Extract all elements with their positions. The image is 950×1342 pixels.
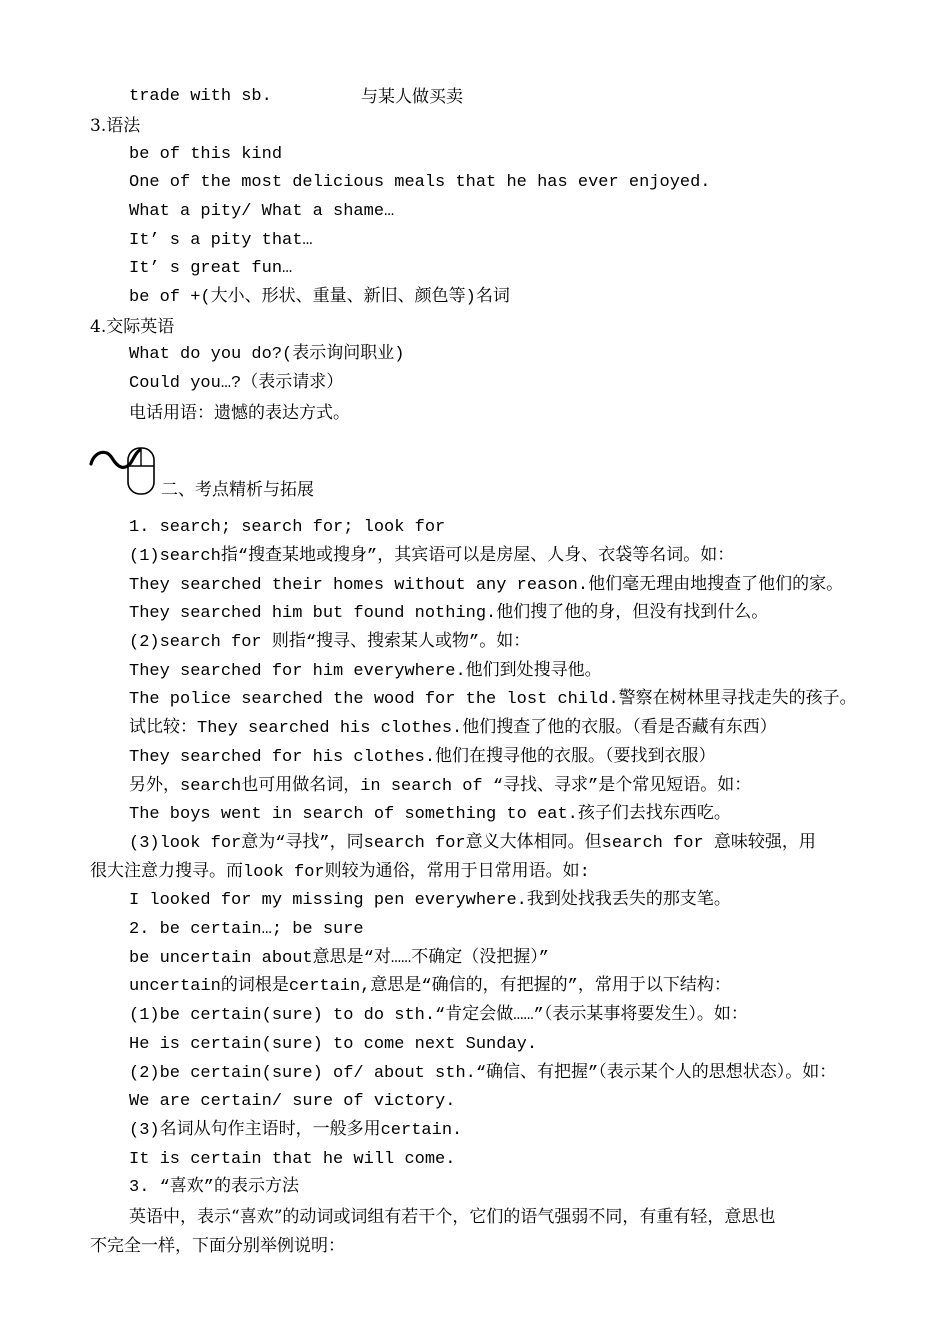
vocab-phrase: trade with sb.: [129, 87, 272, 106]
body-line: They searched for his clothes.他们在搜寻他的衣服。（要找到衣服）: [129, 748, 716, 767]
body-line: (3)look for意为“寻找”，同search for意义大体相同。但search for 意味较强，用: [129, 834, 816, 853]
communication-item: What do you do?(表示询问职业): [129, 345, 405, 364]
grammar-item: What a pity/ What a shame…: [129, 202, 395, 221]
body-line: 2. be certain…; be sure: [129, 920, 364, 939]
body-line: 1. search; search for; look for: [129, 518, 446, 537]
body-line: (2)be certain(sure) of/ about sth.“确信、有把握”（表示某个人的思想状态）。如：: [129, 1064, 837, 1083]
body-line: They searched for him everywhere.他们到处搜寻他。: [129, 662, 602, 681]
communication-item: 电话用语：遗憾的表达方式。: [129, 403, 350, 423]
body-line: 试比较：They searched his clothes.他们搜查了他的衣服。（看是否藏有东西）: [129, 719, 777, 738]
body-line: The boys went in search of something to eat.孩子们去找东西吃。: [129, 805, 731, 824]
communication-item: Could you…?（表示请求）: [129, 374, 344, 393]
grammar-item: be of +(大小、形状、重量、新旧、颜色等)名词: [129, 288, 510, 307]
body-line: They searched him but found nothing.他们搜了他的身，但没有找到什么。: [129, 604, 769, 623]
communication-heading: 4.交际英语: [90, 317, 175, 337]
grammar-heading: 3.语法: [90, 116, 141, 136]
body-line: The police searched the wood for the lost child.警察在树林里寻找走失的孩子。: [129, 690, 857, 709]
body-line: (3)名词从句作主语时，一般多用certain.: [129, 1121, 463, 1140]
body-line: (2)search for 则指“搜寻、搜索某人或物”。如：: [129, 633, 531, 652]
grammar-item: be of this kind: [129, 145, 283, 164]
body-line: I looked for my missing pen everywhere.我到处找我丢失的那支笔。: [129, 891, 731, 910]
body-line: (1)search指“搜查某地或搜身”，其宾语可以是房屋、人身、衣袋等名词。如：: [129, 547, 735, 566]
body-line: 3. “喜欢”的表示方法: [129, 1178, 300, 1197]
body-line: be uncertain about意思是“对……不确定（没把握）”: [129, 949, 549, 968]
body-line: 很大注意力搜寻。而look for则较为通俗，常用于日常用语。如:: [90, 863, 590, 882]
body-line: We are certain/ sure of victory.: [129, 1092, 456, 1111]
section-title: 二、考点精析与拓展: [161, 480, 314, 500]
mouse-icon: [88, 432, 162, 498]
grammar-item: It’ s great fun…: [129, 259, 293, 278]
body-line: uncertain的词根是certain,意思是“确信的，有把握的”，常用于以下结构：: [129, 977, 731, 996]
body-line: It is certain that he will come.: [129, 1150, 456, 1169]
grammar-item: It’ s a pity that…: [129, 231, 313, 250]
body-line: 另外，search也可用做名词，in search of “寻找、寻求”是个常见短语。如：: [129, 777, 752, 796]
vocab-meaning: 与某人做买卖: [361, 87, 463, 107]
body-line: 不完全一样，下面分别举例说明：: [90, 1236, 345, 1256]
grammar-item: One of the most delicious meals that he has ever enjoyed.: [129, 173, 711, 192]
body-line: (1)be certain(sure) to do sth.“肯定会做……”（表示某事将要发生）。如：: [129, 1006, 748, 1025]
body-line: He is certain(sure) to come next Sunday.: [129, 1035, 538, 1054]
body-line: They searched their homes without any reason.他们毫无理由地搜查了他们的家。: [129, 576, 844, 595]
body-line: 英语中，表示“喜欢”的动词或词组有若干个，它们的语气强弱不同，有重有轻，意思也: [129, 1207, 776, 1227]
